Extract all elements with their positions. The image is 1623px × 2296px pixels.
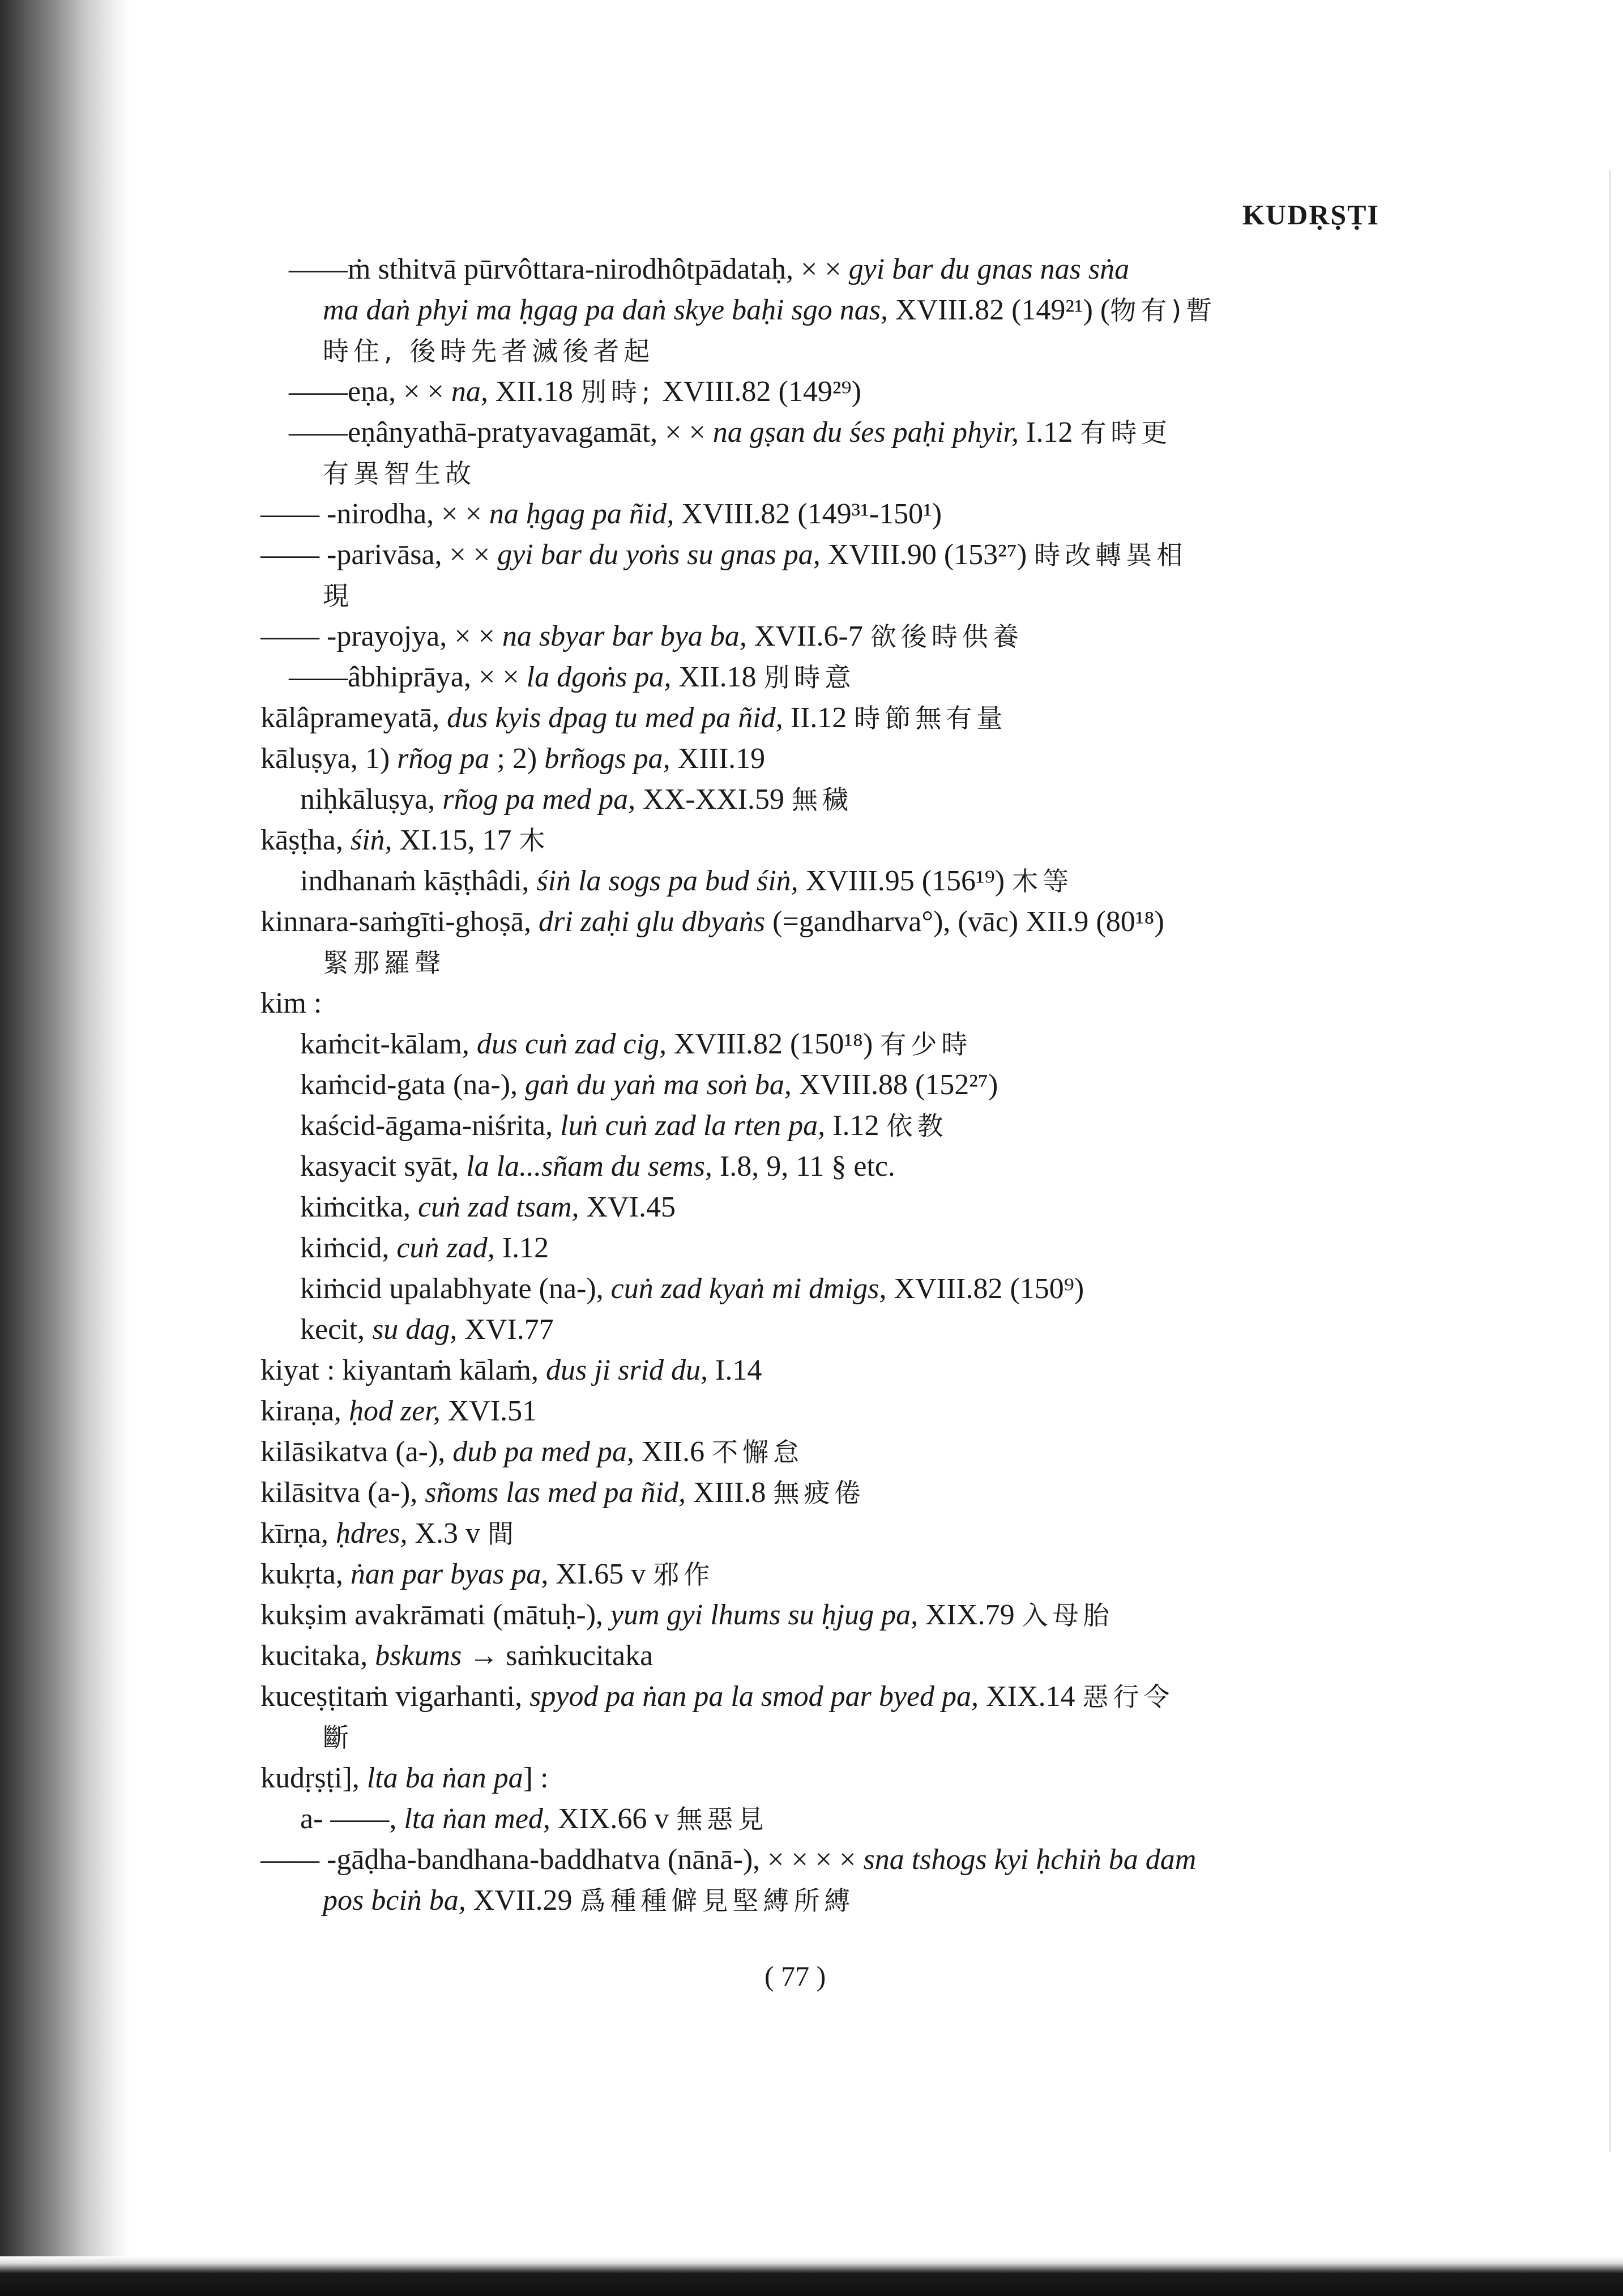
tibetan-equivalent: la la...sñam du sems,	[466, 1150, 712, 1183]
tibetan-equivalent: cuṅ zad kyaṅ mi dmigs,	[610, 1273, 887, 1305]
chinese-gloss: 無惡見	[676, 1804, 768, 1834]
tibetan-equivalent: su dag,	[372, 1313, 458, 1346]
entry-line	[323, 453, 476, 494]
sanskrit-text: XVII.29	[465, 1884, 580, 1917]
sanskrit-text: —— -prayojya, × ×	[260, 620, 502, 652]
sanskrit-text: —— -parivāsa, × ×	[260, 539, 498, 571]
sanskrit-text: (=gandharva°), (vāc) XII.9 (80¹⁸)	[765, 906, 1164, 938]
chinese-gloss: 時改轉異相	[1034, 540, 1188, 570]
entry-line	[260, 494, 942, 535]
entry-line	[300, 1106, 947, 1146]
tibetan-equivalent: ḥdres,	[335, 1517, 408, 1550]
entry-line	[323, 942, 445, 983]
tibetan-equivalent: dus ji srid du,	[545, 1354, 708, 1386]
sanskrit-text: kiṁcid,	[300, 1232, 397, 1264]
sanskrit-text: → saṁkucitaka	[462, 1640, 654, 1672]
sanskrit-text: kāṣṭha,	[260, 824, 351, 856]
entry-line	[300, 1799, 768, 1840]
sanskrit-text: kiyat : kiyantaṁ kālaṁ,	[260, 1354, 546, 1386]
sanskrit-text: XII.18	[671, 661, 764, 693]
tibetan-equivalent: bskums	[375, 1640, 462, 1672]
sanskrit-text: I.14	[708, 1354, 762, 1386]
sanskrit-text: I.12	[825, 1109, 887, 1142]
tibetan-equivalent: sñoms las med pa ñid,	[425, 1476, 686, 1509]
entry-line	[300, 779, 853, 820]
chinese-gloss: 別時;	[580, 377, 655, 407]
tibetan-equivalent: rñog pa med pa,	[442, 783, 636, 816]
sanskrit-text: XII.18	[488, 375, 580, 408]
tibetan-equivalent: na ḥgag pa ñid,	[489, 498, 674, 530]
chinese-gloss: 有異智生故	[323, 458, 476, 489]
tibetan-equivalent: lta ṅan med,	[404, 1803, 550, 1835]
tibetan-equivalent: cuṅ zad,	[396, 1232, 495, 1264]
tibetan-equivalent: dub pa med pa,	[452, 1436, 634, 1468]
tibetan-equivalent: dri zaḥi glu dbyaṅs	[538, 906, 766, 938]
entry-line	[323, 290, 1216, 331]
sanskrit-text: XI.65 v	[548, 1558, 654, 1590]
entry-line	[300, 1309, 554, 1350]
entry-line	[300, 861, 1073, 902]
chinese-gloss: 時住, 後時先者滅後者起	[323, 336, 655, 366]
tibetan-equivalent: la dgoṅs pa,	[526, 661, 672, 693]
tibetan-equivalent: spyod pa ṅan pa la smod par byed pa,	[529, 1680, 979, 1713]
scan-edge-bottom	[0, 2256, 1623, 2296]
sanskrit-text: ; 2)	[489, 742, 545, 775]
chinese-gloss: 時節無有量	[854, 703, 1007, 733]
sanskrit-text: XVI.77	[457, 1313, 554, 1346]
tibetan-equivalent: luṅ cuṅ zad la rten pa,	[560, 1109, 826, 1142]
tibetan-equivalent: gyi bar du gnas nas sṅa	[848, 253, 1130, 285]
tibetan-equivalent: lta ba ṅan pa	[366, 1762, 523, 1794]
sanskrit-text: XVIII.82 (150⁹)	[886, 1273, 1084, 1305]
sanskrit-text: ——eṇa, × ×	[289, 375, 451, 408]
chinese-gloss: 無疲倦	[773, 1478, 865, 1508]
tibetan-equivalent: rñog pa	[397, 742, 490, 775]
sanskrit-text: XIII.8	[686, 1476, 774, 1509]
entry-line	[260, 1758, 548, 1799]
chinese-gloss: 邪作	[653, 1559, 715, 1590]
sanskrit-text: I.12	[494, 1232, 549, 1264]
sanskrit-text: XVI.51	[440, 1395, 537, 1427]
entry-line	[323, 1880, 855, 1921]
sanskrit-text: XVIII.95 (156¹⁹)	[798, 865, 1013, 897]
sanskrit-text: ] :	[523, 1762, 549, 1794]
sanskrit-text: XIX.79	[918, 1599, 1022, 1631]
entry-line	[289, 412, 1172, 453]
entry-line	[289, 249, 1129, 290]
chinese-gloss: 別時意	[763, 662, 856, 693]
tibetan-equivalent: śiṅ,	[350, 824, 392, 856]
entry-line	[300, 1024, 972, 1065]
sanskrit-text: kilāsitva (a-),	[260, 1476, 425, 1509]
sanskrit-text: kucitaka,	[260, 1640, 375, 1672]
entry-line	[300, 1228, 549, 1269]
sanskrit-text: XIX.14	[979, 1680, 1083, 1713]
entry-line	[323, 1717, 353, 1758]
scan-rule-right	[1609, 170, 1611, 2152]
sanskrit-text: kiṁcitka,	[300, 1191, 418, 1223]
entry-line	[260, 1391, 537, 1432]
sanskrit-text: XVIII.90 (153²⁷)	[820, 539, 1035, 571]
tibetan-equivalent: ḥod zer,	[348, 1395, 441, 1427]
entry-line	[289, 657, 856, 698]
sanskrit-text: kaṁcit-kālam,	[300, 1028, 477, 1060]
sanskrit-text: I.8, 9, 11 § etc.	[712, 1150, 895, 1183]
entry-line	[260, 1636, 653, 1676]
entry-line	[260, 616, 1023, 657]
sanskrit-text: XVIII.82 (149³¹-150¹)	[674, 498, 942, 530]
tibetan-equivalent: na sbyar bar bya ba,	[502, 620, 747, 652]
tibetan-equivalent: yum gyi lhums su ḥjug pa,	[610, 1599, 919, 1631]
sanskrit-text: a- ——,	[300, 1803, 404, 1835]
tibetan-equivalent: na gṣan du śes paḥi phyir,	[712, 416, 1019, 449]
chinese-gloss: 緊那羅聲	[323, 948, 445, 978]
sanskrit-text: X.3 v	[407, 1517, 488, 1550]
scan-edge-left	[0, 0, 130, 2296]
entry-line	[300, 1269, 1084, 1309]
chinese-gloss: 斷	[323, 1722, 353, 1753]
tibetan-equivalent: cuṅ zad tsam,	[417, 1191, 579, 1223]
tibetan-equivalent: gyi bar du yoṅs su gnas pa,	[497, 539, 821, 571]
sanskrit-text: indhanaṁ kāṣṭhâdi,	[300, 865, 537, 897]
sanskrit-text: XIX.66 v	[550, 1803, 677, 1835]
sanskrit-text: ——ṁ sthitvā pūrvôttara-nirodhôtpādataḥ, × ×	[289, 253, 849, 285]
chinese-gloss: 有時更	[1080, 417, 1172, 448]
sanskrit-text: XII.6	[634, 1436, 712, 1468]
sanskrit-text: XIII.19	[670, 742, 766, 775]
chinese-gloss: 依教	[886, 1111, 948, 1141]
entry-line	[260, 1676, 1174, 1717]
sanskrit-text: kaścid-āgama-niśrita,	[300, 1109, 561, 1142]
sanskrit-text: kāluṣya, 1)	[260, 742, 398, 775]
entry-line	[260, 698, 1007, 739]
tibetan-equivalent: ṅan par byas pa,	[350, 1558, 549, 1590]
running-head: KUDṚṢṬI	[1242, 199, 1379, 231]
chinese-gloss: 惡行令	[1082, 1682, 1174, 1712]
sanskrit-text: kasyacit syāt,	[300, 1150, 467, 1183]
entry-line	[260, 1350, 762, 1391]
tibetan-equivalent: brñogs pa,	[544, 742, 670, 775]
chinese-gloss: 木等	[1012, 866, 1074, 897]
chinese-gloss: 無穢	[792, 784, 853, 815]
chinese-gloss: 現	[323, 581, 353, 611]
entry-line	[260, 1595, 1114, 1636]
sanskrit-text: kinnara-saṁgīti-ghoṣā,	[260, 906, 539, 938]
entry-line	[260, 902, 1164, 942]
entry-line	[260, 535, 1187, 575]
sanskrit-text: I.12	[1019, 416, 1080, 449]
sanskrit-text: XX-XXI.59	[635, 783, 792, 816]
sanskrit-text: XVII.6-7	[746, 620, 870, 652]
sanskrit-text: kālâprameyatā,	[260, 702, 447, 734]
entry-line	[300, 1065, 998, 1106]
sanskrit-text: kaṁcid-gata (na-),	[300, 1069, 526, 1101]
tibetan-equivalent: ma daṅ phyi ma ḥgag pa daṅ skye baḥi sgo nas,	[323, 294, 889, 326]
entry-line	[260, 1432, 804, 1473]
sanskrit-text: kecit,	[300, 1313, 373, 1346]
sanskrit-text: —— -nirodha, × ×	[260, 498, 489, 530]
sanskrit-text: kukṣim avakrāmati (mātuḥ-),	[260, 1599, 611, 1631]
sanskrit-text: XVI.45	[579, 1191, 676, 1223]
chinese-gloss: 欲後時供養	[870, 621, 1023, 652]
entry-line	[323, 331, 654, 372]
sanskrit-text: kudṛṣṭi],	[260, 1762, 367, 1794]
sanskrit-text: II.12	[783, 702, 855, 734]
sanskrit-text: niḥkāluṣya,	[300, 783, 443, 816]
entry-line	[260, 1840, 1196, 1880]
tibetan-equivalent: na,	[451, 375, 488, 408]
chinese-gloss: 木	[519, 825, 550, 856]
entry-line	[260, 983, 322, 1024]
entry-line	[300, 1146, 895, 1187]
sanskrit-text: kukṛta,	[260, 1558, 351, 1590]
sanskrit-text: kīrṇa,	[260, 1517, 336, 1550]
sanskrit-text: XVIII.88 (152²⁷)	[791, 1069, 998, 1101]
sanskrit-text: kiraṇa,	[260, 1395, 349, 1427]
entry-line	[260, 820, 549, 861]
chinese-gloss: 不懈怠	[712, 1437, 804, 1467]
tibetan-equivalent: gaṅ du yaṅ ma soṅ ba,	[525, 1069, 792, 1101]
entry-line	[260, 1554, 714, 1595]
sanskrit-text: XI.15, 17	[392, 824, 519, 856]
sanskrit-text: XVIII.82 (150¹⁸)	[666, 1028, 881, 1060]
chinese-gloss: 物有)暫	[1110, 295, 1217, 326]
sanskrit-text: kiṁcid upalabhyate (na-),	[300, 1273, 611, 1305]
tibetan-equivalent: dus kyis dpag tu med pa ñid,	[447, 702, 783, 734]
sanskrit-text: XVIII.82 (149²¹) (	[888, 294, 1111, 326]
tibetan-equivalent: pos bciṅ ba,	[323, 1884, 466, 1917]
entry-line	[260, 739, 765, 779]
chinese-gloss: 入母胎	[1022, 1600, 1114, 1631]
sanskrit-text: kim :	[260, 987, 322, 1019]
sanskrit-text: kilāsikatva (a-),	[260, 1436, 453, 1468]
chinese-gloss: 間	[488, 1518, 519, 1549]
tibetan-equivalent: sna tshogs kyi ḥchiṅ ba dam	[863, 1843, 1197, 1876]
sanskrit-text: —— -gāḍha-bandhana-baddhatva (nānā-), × × × ×	[260, 1843, 864, 1876]
page-number: ( 77 )	[764, 1960, 826, 1992]
sanskrit-text: kuceṣṭitaṁ vigarhanti,	[260, 1680, 530, 1713]
entry-line	[323, 575, 353, 616]
tibetan-equivalent: dus cuṅ zad cig,	[476, 1028, 667, 1060]
sanskrit-text: ——âbhiprāya, × ×	[289, 661, 527, 693]
entry-line	[260, 1473, 865, 1513]
entry-line	[260, 1513, 518, 1554]
chinese-gloss: 有少時	[880, 1029, 972, 1060]
entry-line	[289, 372, 861, 412]
sanskrit-text: XVIII.82 (149²⁹)	[655, 375, 861, 408]
chinese-gloss: 爲種種僻見堅縛所縛	[579, 1885, 855, 1916]
entry-line	[300, 1187, 676, 1228]
sanskrit-text: ——eṇânyathā-pratyavagamāt, × ×	[289, 416, 713, 449]
tibetan-equivalent: śiṅ la sogs pa bud śiṅ,	[536, 865, 798, 897]
